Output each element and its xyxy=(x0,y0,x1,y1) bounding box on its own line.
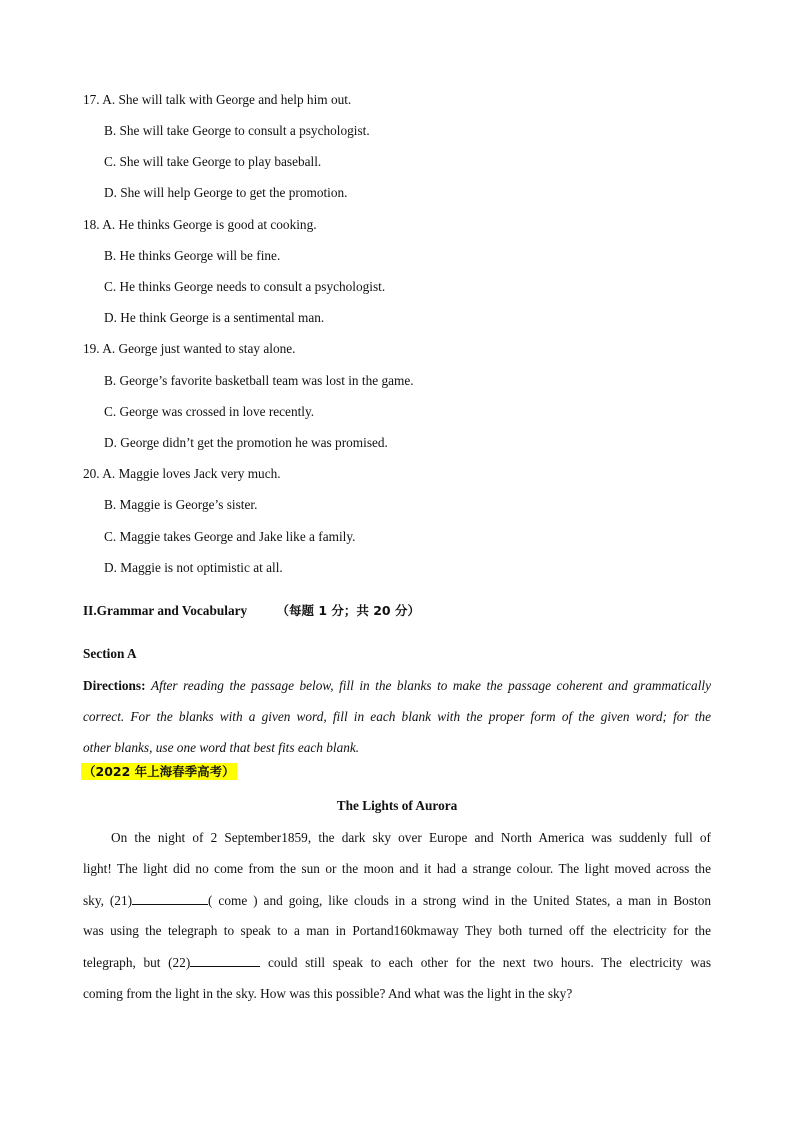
option-text: A. She will talk with George and help him out. xyxy=(102,92,352,107)
question-20-option-d: D. Maggie is not optimistic at all. xyxy=(104,560,283,575)
question-number: 18. xyxy=(83,217,100,232)
question-number: 20. xyxy=(83,466,100,481)
question-18-option-d: D. He think George is a sentimental man. xyxy=(104,310,325,325)
question-19-option-d: D. George didn’t get the promotion he was promised. xyxy=(104,435,388,450)
question-19-option-a xyxy=(83,341,295,357)
question-17-option-a xyxy=(83,92,351,108)
passage-line-5 xyxy=(83,954,711,971)
source-tag: （2022 年上海春季高考） xyxy=(83,764,235,779)
passage-text: ( come ) and going, like clouds in a strong wind in the United States, a man in Boston xyxy=(208,893,711,908)
section-heading xyxy=(83,603,420,619)
question-number: 19. xyxy=(83,341,100,356)
question-17-option-c: C. She will take George to play baseball. xyxy=(104,154,322,169)
question-17-option-d: D. She will help George to get the promotion. xyxy=(104,185,348,200)
directions-label: Directions: xyxy=(83,678,146,693)
question-18-option-a xyxy=(83,217,317,233)
question-17-option-b: B. She will take George to consult a psychologist. xyxy=(104,123,370,138)
passage-line-4: was using the telegraph to speak to a man in Portand160kmaway They both turned off the electricity for the xyxy=(83,923,711,938)
passage-line-3 xyxy=(83,892,711,909)
passage-line-1: On the night of 2 September1859, the dark sky over Europe and North America was suddenly full of xyxy=(111,830,711,845)
question-number: 17. xyxy=(83,92,100,107)
source-tag-wrapper xyxy=(81,764,237,780)
directions-text: After reading the passage below, fill in the blanks to make the passage coherent and grammatically xyxy=(151,678,711,693)
section-a-heading: Section A xyxy=(83,646,137,661)
passage-text: could still speak to each other for the next two hours. The electricity was xyxy=(267,955,712,970)
directions-line-3: other blanks, use one word that best fits each blank. xyxy=(83,740,360,755)
blank-22[interactable] xyxy=(190,954,260,967)
section-title: II.Grammar and Vocabulary xyxy=(83,603,248,618)
passage-text: sky, (21) xyxy=(83,893,133,908)
score-note: （每题 1 分；共 20 分） xyxy=(276,603,420,618)
question-20-option-a xyxy=(83,466,281,482)
option-text: A. Maggie loves Jack very much. xyxy=(102,466,281,481)
question-18-option-b: B. He thinks George will be fine. xyxy=(104,248,281,263)
passage-text: telegraph, but (22) xyxy=(83,955,191,970)
directions-line-1 xyxy=(83,678,711,694)
question-19-option-b: B. George’s favorite basketball team was lost in the game. xyxy=(104,373,414,388)
question-19-option-c: C. George was crossed in love recently. xyxy=(104,404,315,419)
option-text: A. George just wanted to stay alone. xyxy=(102,341,296,356)
blank-21[interactable] xyxy=(132,892,208,905)
passage-line-6: coming from the light in the sky. How was this possible? And what was the light in the sky? xyxy=(83,986,573,1001)
directions-line-2: correct. For the blanks with a given word, fill in each blank with the proper form of the given word; for the xyxy=(83,709,711,724)
option-text: A. He thinks George is good at cooking. xyxy=(102,217,317,232)
question-20-option-c: C. Maggie takes George and Jake like a family. xyxy=(104,529,356,544)
passage-title: The Lights of Aurora xyxy=(336,798,458,813)
question-18-option-c: C. He thinks George needs to consult a psychologist. xyxy=(104,279,386,294)
passage-line-2: light! The light did no come from the sun or the moon and it had a strange colour. The light moved across the xyxy=(83,861,711,876)
question-20-option-b: B. Maggie is George’s sister. xyxy=(104,497,258,512)
